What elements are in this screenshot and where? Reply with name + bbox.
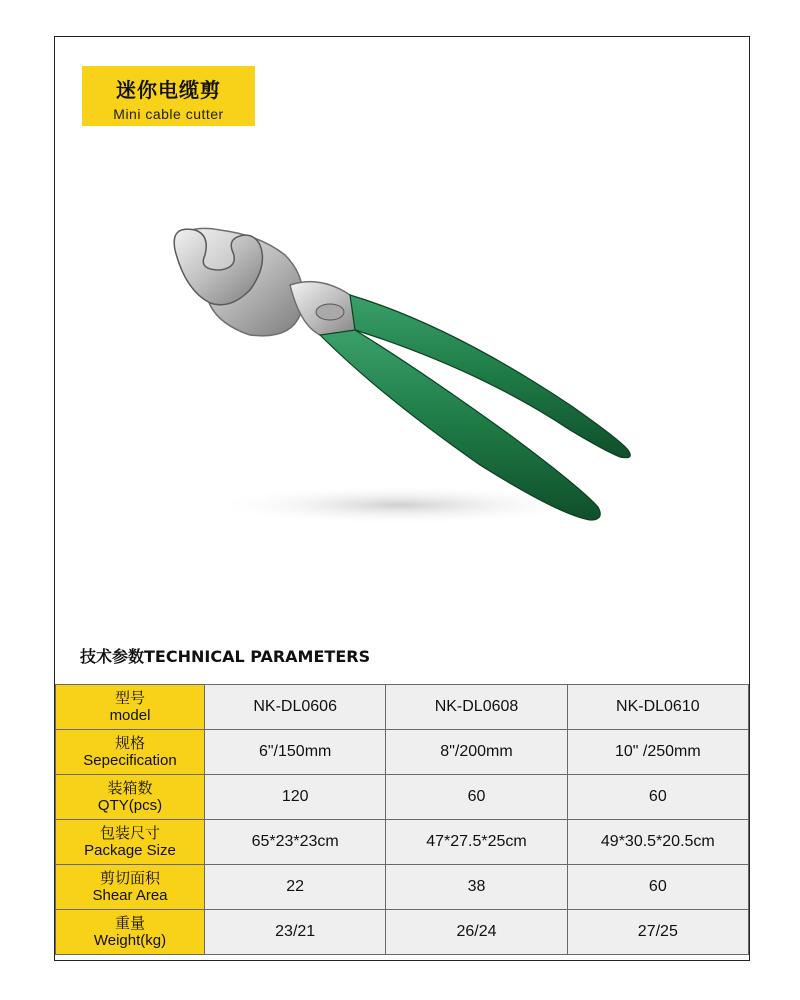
row-label-en: Sepecification: [83, 752, 177, 769]
table-cell: 23/21: [205, 910, 386, 955]
table-cell: 22: [205, 865, 386, 910]
row-label: [56, 730, 205, 775]
table-cell: 65*23*23cm: [205, 820, 386, 865]
title-english: Mini cable cutter: [113, 106, 224, 122]
section-heading: 技术参数TECHNICAL PARAMETERS: [80, 647, 371, 666]
row-label-en: model: [109, 707, 151, 724]
row-label: [56, 775, 205, 820]
row-label-en: QTY(pcs): [97, 797, 163, 814]
row-label: [56, 685, 205, 730]
row-label-cn: 剪切面积: [99, 869, 160, 887]
row-label-cn: 型号: [114, 689, 145, 707]
table-row: [56, 910, 749, 955]
table-cell: NK-DL0610: [567, 685, 748, 730]
table-row: [56, 730, 749, 775]
table-cell: NK-DL0606: [205, 685, 386, 730]
row-label-en: Weight(kg): [93, 932, 167, 949]
row-label: [56, 820, 205, 865]
row-label: [56, 865, 205, 910]
table-cell: 60: [567, 775, 748, 820]
table-cell: 120: [205, 775, 386, 820]
row-label-cn: 重量: [114, 914, 145, 932]
table-row: [56, 865, 749, 910]
table-row: [56, 685, 749, 730]
row-label-cn: 装箱数: [107, 779, 153, 797]
row-label-en: Shear Area: [92, 887, 168, 904]
table-row: [56, 775, 749, 820]
table-cell: 8"/200mm: [386, 730, 567, 775]
row-label-cn: 规格: [114, 734, 145, 752]
table-cell: NK-DL0608: [386, 685, 567, 730]
row-label-cn: 包装尺寸: [99, 824, 160, 842]
table-cell: 60: [567, 865, 748, 910]
table-cell: 26/24: [386, 910, 567, 955]
title-badge: [82, 66, 255, 126]
table-cell: 10" /250mm: [567, 730, 748, 775]
title-chinese: 迷你电缆剪: [116, 78, 221, 102]
table-cell: 60: [386, 775, 567, 820]
table-cell: 6"/150mm: [205, 730, 386, 775]
table-cell: 47*27.5*25cm: [386, 820, 567, 865]
cable-cutter-pliers-icon: [150, 195, 650, 555]
table-cell: 49*30.5*20.5cm: [567, 820, 748, 865]
row-label-en: Package Size: [84, 842, 176, 859]
table-cell: 27/25: [567, 910, 748, 955]
table-row: [56, 820, 749, 865]
table-cell: 38: [386, 865, 567, 910]
technical-parameters-table: [55, 684, 749, 955]
row-label: [56, 910, 205, 955]
pivot-rivet: [316, 304, 344, 320]
